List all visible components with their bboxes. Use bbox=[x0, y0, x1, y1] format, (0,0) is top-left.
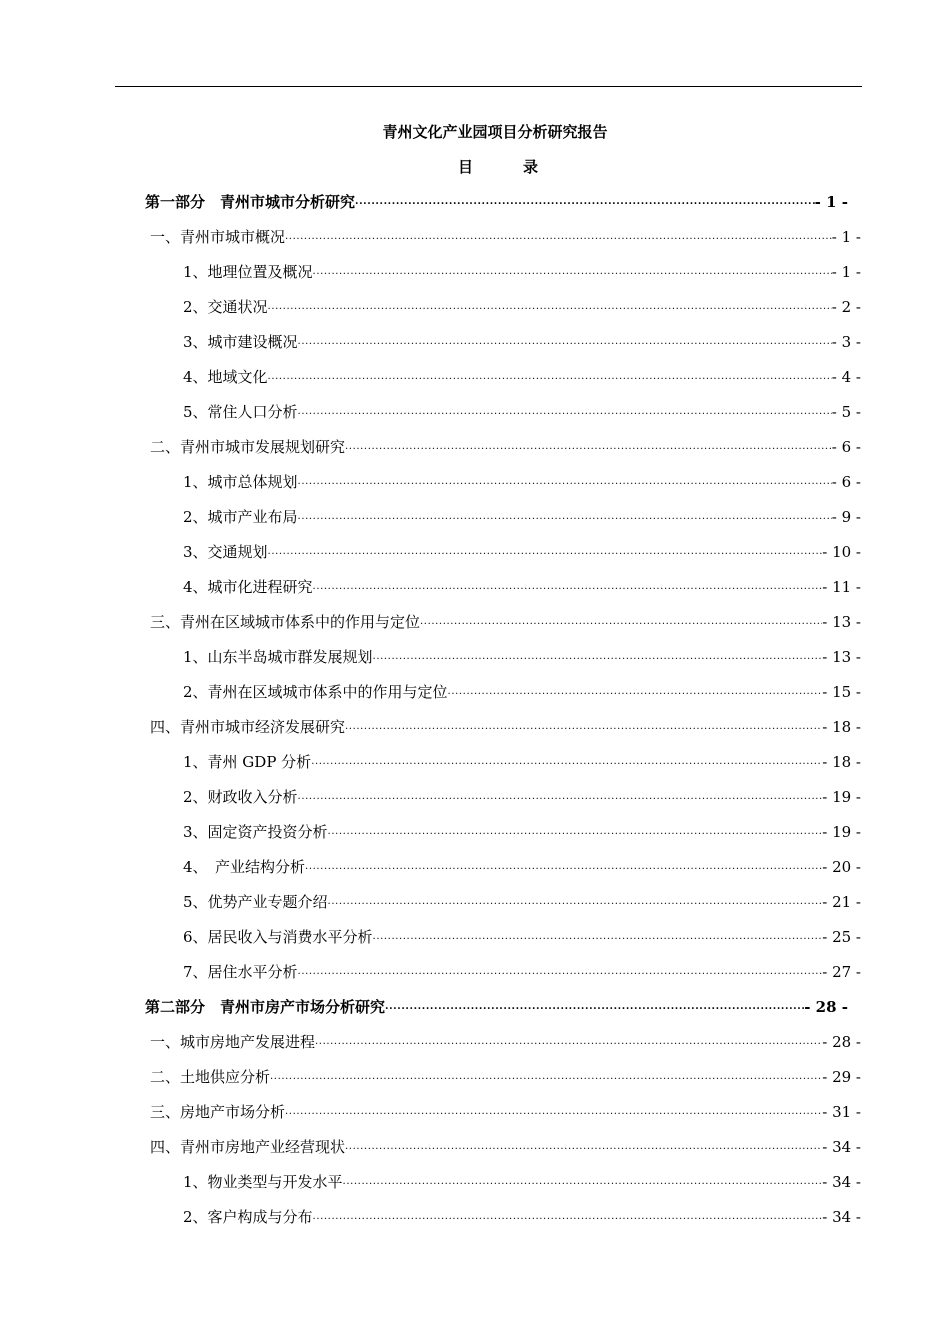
toc-dot-leader bbox=[315, 1035, 822, 1049]
toc-entry-page: - 20 - bbox=[822, 858, 861, 876]
toc-entry-page: - 10 - bbox=[822, 543, 861, 561]
toc-entry-page: - 31 - bbox=[822, 1103, 861, 1121]
toc-entry-label: 3、城市建设概况 bbox=[183, 333, 298, 351]
toc-entry[interactable] bbox=[183, 295, 861, 317]
toc-entry-page: - 5 - bbox=[831, 403, 861, 421]
toc-entry[interactable] bbox=[183, 260, 861, 282]
toc-entry[interactable] bbox=[183, 365, 861, 387]
toc-dot-leader bbox=[268, 545, 823, 559]
toc-dot-leader bbox=[268, 370, 832, 384]
toc-entry-label: 3、固定资产投资分析 bbox=[183, 823, 328, 841]
toc-entry-page: - 3 - bbox=[831, 333, 861, 351]
toc-entry-label: 4、地域文化 bbox=[183, 368, 268, 386]
toc-dot-leader bbox=[328, 895, 823, 909]
toc-entry-page: - 13 - bbox=[822, 613, 861, 631]
toc-entry-page: - 25 - bbox=[822, 928, 861, 946]
toc-entry[interactable] bbox=[145, 190, 848, 212]
toc-entry[interactable] bbox=[183, 855, 861, 877]
toc-entry-label: 四、青州市房地产业经营现状 bbox=[150, 1138, 346, 1156]
toc-entry-page: - 6 - bbox=[831, 438, 861, 456]
toc-entry-label: 三、青州在区域城市体系中的作用与定位 bbox=[150, 613, 421, 631]
toc-entry[interactable] bbox=[183, 540, 861, 562]
toc-entry-label: 5、优势产业专题介绍 bbox=[183, 893, 328, 911]
toc-dot-leader bbox=[313, 580, 823, 594]
toc-entry[interactable] bbox=[183, 960, 861, 982]
toc-dot-leader bbox=[311, 755, 822, 769]
toc-entry[interactable] bbox=[150, 1100, 861, 1122]
toc-entry-page: - 21 - bbox=[822, 893, 861, 911]
toc-dot-leader bbox=[298, 475, 832, 489]
toc-entry-label: 1、城市总体规划 bbox=[183, 473, 298, 491]
toc-entry[interactable] bbox=[150, 1065, 861, 1087]
toc-entry[interactable] bbox=[183, 330, 861, 352]
toc-dot-leader bbox=[298, 405, 832, 419]
toc-entry[interactable] bbox=[183, 470, 861, 492]
toc-entry[interactable] bbox=[150, 715, 861, 737]
toc-entry-label: 6、居民收入与消费水平分析 bbox=[183, 928, 373, 946]
toc-dot-leader bbox=[385, 1000, 804, 1014]
header-rule bbox=[115, 86, 862, 87]
toc-dot-leader bbox=[355, 195, 815, 209]
toc-entry[interactable] bbox=[183, 505, 861, 527]
toc-entry-page: - 1 - bbox=[831, 228, 861, 246]
toc-entry-page: - 13 - bbox=[822, 648, 861, 666]
toc-dot-leader bbox=[298, 965, 823, 979]
toc-entry[interactable] bbox=[183, 925, 861, 947]
toc-entry-label: 三、房地产市场分析 bbox=[150, 1103, 286, 1121]
toc-entry-page: - 27 - bbox=[822, 963, 861, 981]
toc-entry-page: - 34 - bbox=[822, 1208, 861, 1226]
toc-dot-leader bbox=[298, 510, 832, 524]
toc-dot-leader bbox=[298, 335, 832, 349]
toc-entry-page: - 34 - bbox=[822, 1138, 861, 1156]
toc-entry[interactable] bbox=[183, 820, 861, 842]
toc-entry[interactable] bbox=[150, 610, 861, 632]
toc-entry-page: - 18 - bbox=[822, 753, 861, 771]
toc-entry-label: 第二部分 青州市房产市场分析研究 bbox=[145, 998, 386, 1016]
toc-dot-leader bbox=[305, 860, 822, 874]
toc-entry[interactable] bbox=[150, 1135, 861, 1157]
toc-entry-label: 四、青州市城市经济发展研究 bbox=[150, 718, 346, 736]
toc-dot-leader bbox=[285, 230, 832, 244]
toc-entry-label: 2、城市产业布局 bbox=[183, 508, 298, 526]
toc-entry-label: 2、客户构成与分布 bbox=[183, 1208, 313, 1226]
toc-entry-page: - 34 - bbox=[822, 1173, 861, 1191]
toc-entry-page: - 19 - bbox=[822, 788, 861, 806]
toc-dot-leader bbox=[373, 650, 823, 664]
toc-entry[interactable] bbox=[150, 1030, 861, 1052]
toc-entry-label: 1、青州 GDP 分析 bbox=[183, 753, 312, 771]
toc-entry[interactable] bbox=[183, 680, 861, 702]
toc-entry[interactable] bbox=[183, 890, 861, 912]
document-title: 青州文化产业园项目分析研究报告 bbox=[382, 123, 608, 141]
toc-entry[interactable] bbox=[183, 400, 861, 422]
toc-dot-leader bbox=[448, 685, 823, 699]
toc-dot-leader bbox=[313, 1210, 823, 1224]
toc-entry[interactable] bbox=[183, 1170, 861, 1192]
toc-entry[interactable] bbox=[183, 575, 861, 597]
toc-entry-label: 2、财政收入分析 bbox=[183, 788, 298, 806]
toc-entry-label: 4、城市化进程研究 bbox=[183, 578, 313, 596]
toc-dot-leader bbox=[285, 1105, 822, 1119]
toc-entry-label: 5、常住人口分析 bbox=[183, 403, 298, 421]
toc-dot-leader bbox=[343, 1175, 823, 1189]
toc-entry[interactable] bbox=[183, 750, 861, 772]
toc-entry-label: 二、青州市城市发展规划研究 bbox=[150, 438, 346, 456]
toc-entry-label: 2、青州在区域城市体系中的作用与定位 bbox=[183, 683, 448, 701]
toc-dot-leader bbox=[345, 1140, 822, 1154]
toc-dot-leader bbox=[270, 1070, 822, 1084]
toc-heading-left: 目 bbox=[458, 158, 474, 176]
toc-entry-label: 二、土地供应分析 bbox=[150, 1068, 271, 1086]
toc-dot-leader bbox=[298, 790, 823, 804]
toc-dot-leader bbox=[373, 930, 823, 944]
toc-entry-page: - 1 - bbox=[814, 193, 848, 211]
toc-entry-page: - 6 - bbox=[831, 473, 861, 491]
toc-entry-page: - 28 - bbox=[804, 998, 848, 1016]
toc-entry[interactable] bbox=[183, 785, 861, 807]
toc-entry-label: 1、地理位置及概况 bbox=[183, 263, 313, 281]
toc-entry-page: - 11 - bbox=[822, 578, 861, 596]
toc-heading bbox=[458, 157, 538, 177]
toc-entry-page: - 19 - bbox=[822, 823, 861, 841]
toc-entry[interactable] bbox=[183, 645, 861, 667]
toc-entry-label: 一、城市房地产发展进程 bbox=[150, 1033, 316, 1051]
toc-entry[interactable] bbox=[150, 435, 861, 457]
toc-dot-leader bbox=[328, 825, 823, 839]
toc-dot-leader bbox=[345, 720, 822, 734]
toc-entry-label: 7、居住水平分析 bbox=[183, 963, 298, 981]
toc-entry[interactable] bbox=[150, 225, 861, 247]
toc-heading-right: 录 bbox=[522, 158, 538, 176]
toc-entry-label: 一、青州市城市概况 bbox=[150, 228, 286, 246]
toc-entry-page: - 2 - bbox=[831, 298, 861, 316]
toc-entry-label: 4、 产业结构分析 bbox=[183, 858, 306, 876]
toc-dot-leader bbox=[313, 265, 832, 279]
toc-entry-label: 第一部分 青州市城市分析研究 bbox=[145, 193, 356, 211]
toc-dot-leader bbox=[345, 440, 832, 454]
toc-dot-leader bbox=[420, 615, 822, 629]
toc-entry[interactable] bbox=[145, 995, 848, 1017]
toc-entry-label: 1、物业类型与开发水平 bbox=[183, 1173, 343, 1191]
toc-entry[interactable] bbox=[183, 1205, 861, 1227]
toc-entry-page: - 1 - bbox=[831, 263, 861, 281]
toc-entry-label: 1、山东半岛城市群发展规划 bbox=[183, 648, 373, 666]
toc-entry-page: - 18 - bbox=[822, 718, 861, 736]
toc-entry-page: - 29 - bbox=[822, 1068, 861, 1086]
toc-entry-label: 2、交通状况 bbox=[183, 298, 268, 316]
toc-entry-page: - 15 - bbox=[822, 683, 861, 701]
toc-entry-page: - 9 - bbox=[831, 508, 861, 526]
toc-entry-label: 3、交通规划 bbox=[183, 543, 268, 561]
toc-dot-leader bbox=[268, 300, 832, 314]
toc-entry-page: - 28 - bbox=[822, 1033, 861, 1051]
toc-entry-page: - 4 - bbox=[831, 368, 861, 386]
